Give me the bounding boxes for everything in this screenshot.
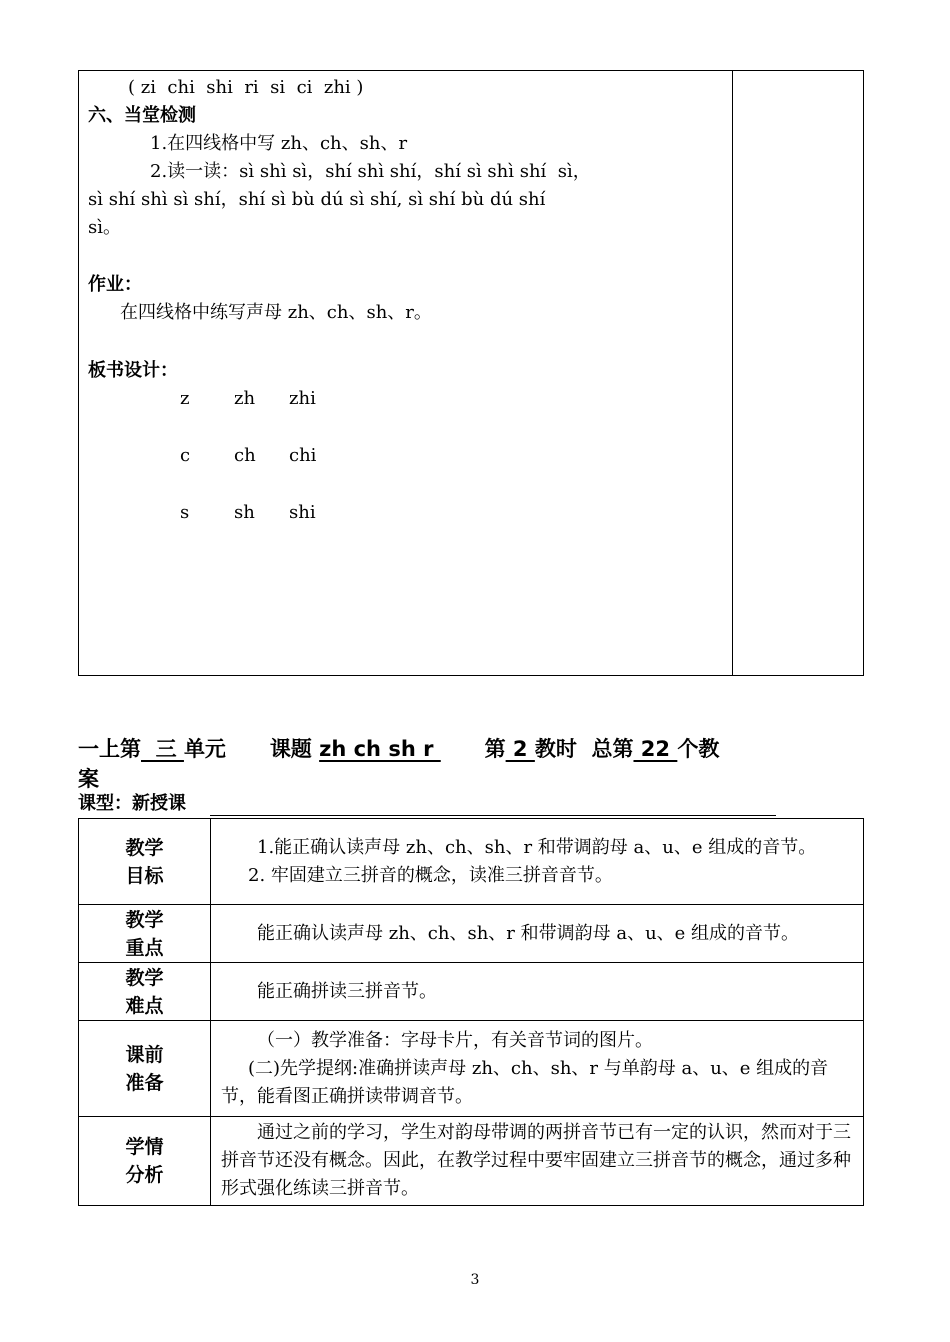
row-content: 1.能正确认读声母 zh、ch、sh、r 和带调韵母 a、u、e 组成的音节。 2. 牢固建立三拼音的概念，读准三拼音音节。 bbox=[211, 819, 864, 905]
homework-title: 作业： bbox=[88, 274, 142, 295]
lesson-number: 2 bbox=[505, 737, 535, 761]
row-label: 课前 准备 bbox=[79, 1021, 211, 1117]
row-label: 教学 难点 bbox=[79, 963, 211, 1021]
unit-suffix: 单元 bbox=[183, 737, 226, 761]
section-six-title: 六、当堂检测 bbox=[88, 105, 196, 126]
row-label: 教学 目标 bbox=[79, 819, 211, 905]
board-cell: s bbox=[180, 502, 190, 523]
total-suffix: 个教 bbox=[677, 737, 720, 761]
test-item-2-line-2: sì shí shì sì shí，shí sì bù dú sì shí, sì shí bù dú shí bbox=[88, 189, 546, 210]
board-cell: sh bbox=[234, 502, 255, 523]
header-prefix: 一上第 bbox=[78, 737, 141, 761]
lesson-prefix: 第 bbox=[484, 737, 506, 761]
header-wrap: 案 bbox=[78, 767, 99, 791]
lesson-header bbox=[78, 734, 719, 794]
table-row bbox=[79, 819, 864, 905]
total-prefix: 总第 bbox=[591, 737, 634, 761]
board-cell: z bbox=[180, 388, 190, 409]
lesson-info-table bbox=[78, 818, 864, 1206]
course-type: 课型：新授课 bbox=[78, 793, 186, 814]
row-content: 能正确认读声母 zh、ch、sh、r 和带调韵母 a、u、e 组成的音节。 bbox=[211, 905, 864, 963]
test-item-1: 1.在四线格中写 zh、ch、sh、r bbox=[150, 133, 408, 154]
row-content: 通过之前的学习，学生对韵母带调的两拼音节已有一定的认识，然而对于三拼音节还没有概念。因此，在教学过程中要牢固建立三拼音节的概念，通过多种形式强化练读三拼音节。 bbox=[211, 1117, 864, 1206]
board-cell: ch bbox=[234, 445, 256, 466]
board-cell: zhi bbox=[289, 388, 316, 409]
table-row bbox=[79, 1021, 864, 1117]
homework-text: 在四线格中练写声母 zh、ch、sh、r。 bbox=[120, 302, 432, 323]
pinyin-row: ( zi chi shi ri si ci zhi ) bbox=[128, 77, 364, 98]
topic-value: zh ch sh r bbox=[319, 737, 441, 761]
table-row bbox=[79, 905, 864, 963]
topic-label: 课题 bbox=[269, 737, 320, 761]
board-cell: shi bbox=[289, 502, 316, 523]
row-content: （一）教学准备：字母卡片，有关音节词的图片。 (二)先学提纲:准确拼读声母 zh、ch、sh、r 与单韵母 a、u、e 组成的音节，能看图正确拼读带调音节。 bbox=[211, 1021, 864, 1117]
course-type-underline bbox=[210, 815, 776, 816]
board-cell: zh bbox=[234, 388, 256, 409]
test-item-2-line-3: sì。 bbox=[88, 217, 121, 238]
board-cell: chi bbox=[289, 445, 317, 466]
board-cell: c bbox=[180, 445, 191, 466]
page-number: 3 bbox=[470, 1272, 480, 1288]
board-design-title: 板书设计： bbox=[88, 360, 178, 381]
unit-number: 三 bbox=[141, 737, 184, 761]
total-number: 22 bbox=[633, 737, 678, 761]
row-label: 教学 重点 bbox=[79, 905, 211, 963]
row-content: 能正确拼读三拼音节。 bbox=[211, 963, 864, 1021]
test-item-2-line-1: 2.读一读：sì shì sì，shí shì shí，shí sì shì shí sì， bbox=[150, 161, 591, 182]
lesson-suffix: 教时 bbox=[534, 737, 577, 761]
top-table-divider bbox=[732, 70, 733, 676]
table-row bbox=[79, 1117, 864, 1206]
row-label: 学情 分析 bbox=[79, 1117, 211, 1206]
table-row bbox=[79, 963, 864, 1021]
